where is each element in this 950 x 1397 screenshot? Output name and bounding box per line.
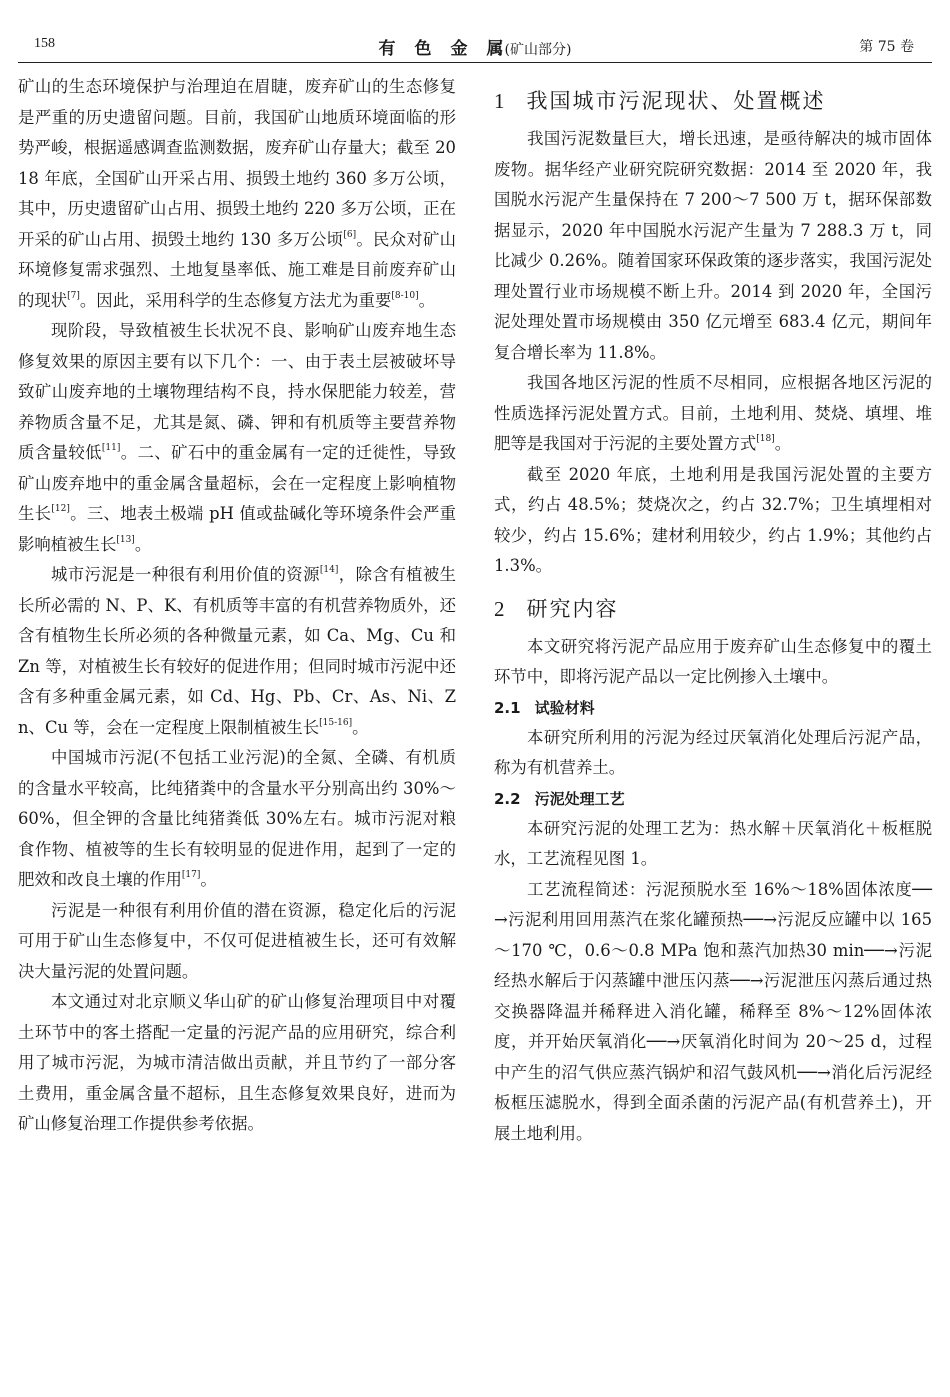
journal-subtitle: (矿山部分): [504, 42, 572, 58]
subsection-number: 2.1: [494, 698, 521, 717]
text: 我国各地区污泥的性质不尽相同，应根据各地区污泥的性质选择污泥处置方式。目前，土地利用、焚烧、填埋、堆肥等是我国对于污泥的主要处置方式: [494, 373, 932, 453]
subsection-heading: [494, 784, 932, 814]
paragraph: 截至 2020 年底，土地利用是我国污泥处置的主要方式，约占 48.5%；焚烧次之，约占 32.7%；卫生填埋相对较少，约占 15.6%；建材利用较少，约占 1.9%；其他约占 1.3%。: [494, 464, 932, 575]
subsection-title: 试验材料: [534, 698, 595, 717]
text: 。三、地表土极端 pH 值或盐碱化等环境条件会严重影响植被生长: [18, 504, 456, 554]
section-heading: [494, 592, 932, 626]
citation: [7]: [67, 290, 80, 301]
paragraph: [18, 560, 456, 743]
citation: [14]: [319, 565, 339, 575]
paragraph: 本研究污泥的处理工艺为：热水解＋厌氧消化＋板框脱水，工艺流程见图 1。: [494, 818, 932, 868]
page-header: [18, 34, 932, 63]
text: 中国城市污泥(不包括工业污泥)的全氮、全磷、有机质的含量水平较高，比纯猪粪中的含量水平分别高出约 30%～60%，但全钾的含量比纯猪粪低 30%左右。城市污泥对粮食作物、植被等的生长有较明显的促进作用，起到了一定的肥效和改良土壤的作用: [18, 748, 456, 889]
text: 现阶段，导致植被生长状况不良、影响矿山废弃地生态修复效果的原因主要有以下几个：一、由于表土层被破坏导致矿山废弃地的土壤物理结构不良，持水保肥能力较差，营养物质含量不足，尤其是氮、磷、钾和有机质等主要营养物质含量较低: [18, 321, 456, 462]
paragraph: [494, 368, 932, 460]
citation: [11]: [101, 443, 121, 453]
citation: [15-16]: [319, 717, 353, 728]
page-number: 158: [34, 36, 55, 51]
subsection-heading: [494, 693, 932, 723]
citation: [12]: [51, 504, 70, 514]
text: 。: [200, 870, 217, 889]
right-column: [494, 72, 932, 1149]
paragraph: 污泥是一种很有利用价值的潜在资源，稳定化后的污泥可用于矿山生态修复中，不仅可促进植被生长，还可有效解决大量污泥的处置问题。: [18, 900, 456, 981]
subsection-number: 2.2: [494, 789, 521, 808]
citation: [17]: [181, 870, 201, 880]
citation: [8-10]: [391, 290, 419, 301]
paragraph: [18, 72, 456, 316]
text: 。: [134, 534, 152, 554]
subsection-title: 污泥处理工艺: [534, 789, 625, 808]
text: 矿山的生态环境保护与治理迫在眉睫，废弃矿山的生态修复是严重的历史遗留问题。目前，我国矿山地质环境面临的形势严峻，根据遥感调查监测数据，废弃矿山存量大；截至 2018 年底，全国矿山开采占用、损毁土地约 360 多万公顷，其中，历史遗留矿山占用、损毁土地约 220 多万公顷，正在开采的矿山占用、损毁土地约 130 多万公顷: [18, 77, 456, 249]
paragraph: [18, 743, 456, 896]
paragraph: 工艺流程简述：污泥预脱水至 16%～18%固体浓度──→污泥利用回用蒸汽在浆化罐预热──→污泥反应罐中以 165～170 ℃，0.6～0.8 MPa 饱和蒸汽加热30 min──→污泥经热水解后于闪蒸罐中泄压闪蒸──→污泥泄压闪蒸后通过热交换器降温并稀释进入消化罐，稀释至 8%～12%固体浓度，并开始厌氧消化──→厌氧消化时间为 20～25 d，过程中产生的沼气供应蒸汽锅炉和沼气鼓风机──→消化后污泥经板框压滤脱水，得到全面杀菌的污泥产品(有机营养土)，开展土地利用。: [494, 879, 932, 1143]
citation: [18]: [756, 434, 775, 444]
paragraph: 本文通过对北京顺义华山矿的矿山修复治理项目中对覆土环节中的客土搭配一定量的污泥产品的应用研究，综合利用了城市污泥，为城市清洁做出贡献，并且节约了一部分客土费用，重金属含量不超标，且生态修复效果良好，进而为矿山修复治理工作提供参考依据。: [18, 992, 456, 1133]
text: 。民众对矿山环境修复需求强烈、土地复垦率低、施工难是目前废弃矿山的现状: [18, 229, 456, 310]
journal-name: 有 色 金 属: [378, 39, 505, 59]
text: ，除含有植被生长所必需的 N、P、K、有机质等丰富的有机营养物质外，还含有植物生长所必须的各种微量元素，如 Ca、Mg、Cu 和 Zn 等，对植被生长有较好的促进作用；但同时城市污泥中还含有多种重金属元素，如 Cd、Hg、Pb、Cr、As、Ni、Zn、Cu 等，会在一定程度上限制植被生长: [18, 565, 457, 737]
section-number: 2: [494, 596, 505, 621]
text: 。: [418, 290, 435, 310]
section-number: 1: [494, 89, 505, 113]
citation: [6]: [343, 229, 357, 240]
text: 城市污泥是一种很有利用价值的资源: [51, 565, 320, 584]
text: 。: [774, 434, 792, 453]
journal-title: [18, 34, 932, 59]
paragraph: 我国污泥数量巨大，增长迅速，是亟待解决的城市固体废物。据华经产业研究院研究数据：2014 至 2020 年，我国脱水污泥产生量保持在 7 200～7 500 万 t，据环保部数据显示，2020 年中国脱水污泥产生量为 7 288.3 万 t，同比减少 0.26%。随着国家环保政策的逐步落实，我国污泥处理处置行业市场规模不断上升。2014 到 2020 年，全国污泥处理处置市场规模由 350 亿元增至 683.4 亿元，期间年复合增长率为 11.8%。: [494, 129, 932, 362]
section-title: 研究内容: [526, 596, 619, 621]
paragraph: 本文研究将污泥产品应用于废弃矿山生态修复中的覆土环节中，即将污泥产品以一定比例掺入土壤中。: [494, 636, 932, 686]
citation: [13]: [116, 534, 135, 545]
text: 。因此，采用科学的生态修复方法尤为重要: [79, 290, 392, 310]
paragraph: 本研究所利用的污泥为经过厌氧消化处理后污泥产品，称为有机营养土。: [494, 727, 932, 777]
left-column: [18, 72, 456, 1140]
volume-label: 第 75 卷: [859, 39, 914, 55]
text: 。: [352, 717, 369, 737]
section-title: 我国城市污泥现状、处置概述: [526, 89, 826, 113]
text: 。二、矿石中的重金属有一定的迁徙性，导致矿山废弃地中的重金属含量超标，会在一定程度上影响植物生长: [18, 443, 457, 523]
section-heading: [494, 84, 932, 118]
paragraph: [18, 316, 456, 560]
